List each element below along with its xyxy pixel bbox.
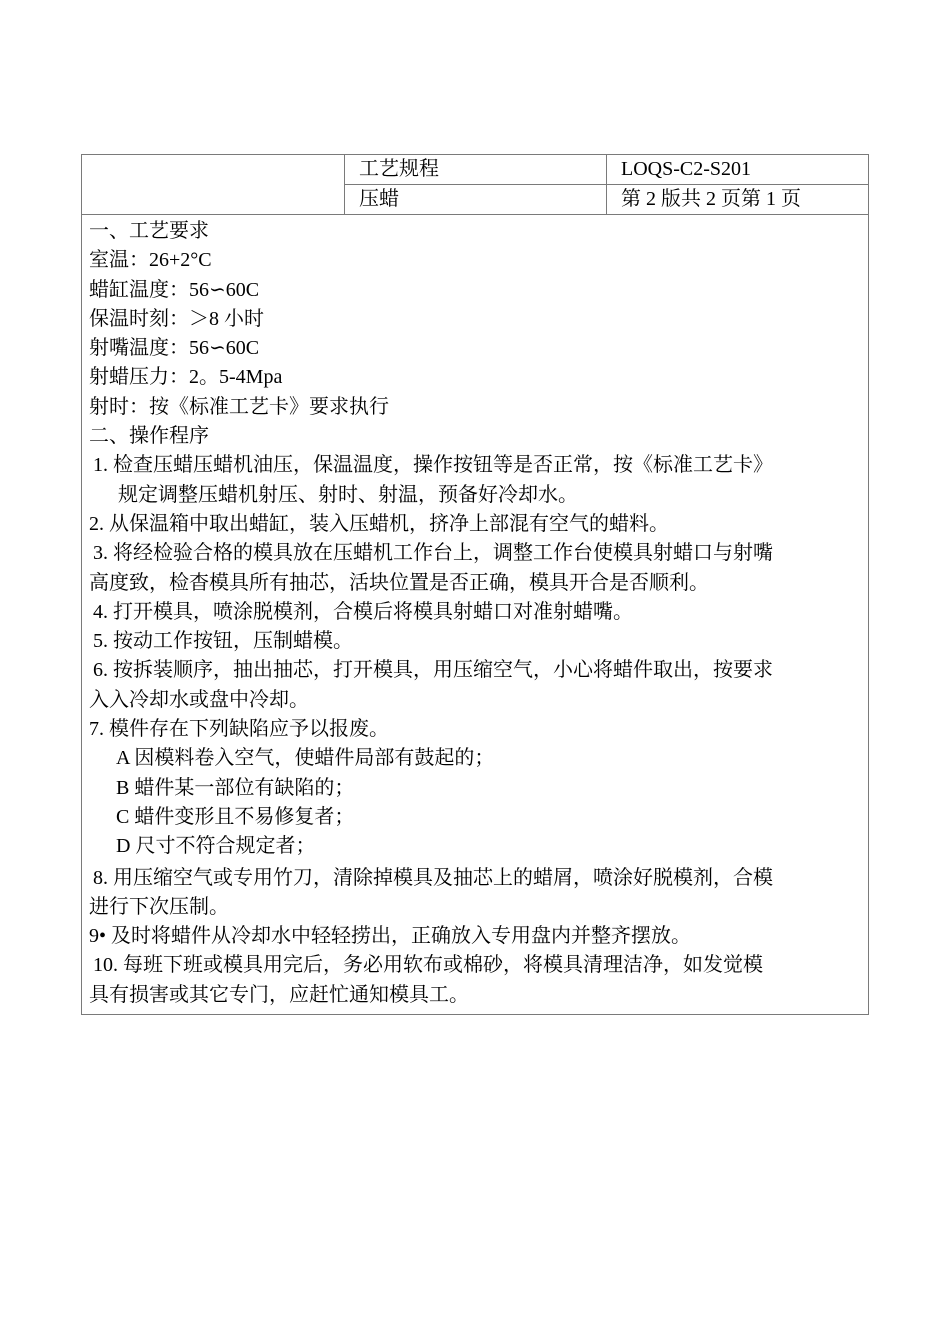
doc-body bbox=[82, 215, 869, 1015]
doc-code: LOQS-C2-S201 bbox=[607, 155, 869, 185]
req-hold-time: 保温时刻：＞8 小时 bbox=[89, 307, 264, 330]
header-blank-cell bbox=[82, 155, 345, 215]
step-7: 7. 模件存在下列缺陷应予以报废。 bbox=[89, 718, 389, 741]
process-spec-table bbox=[81, 154, 869, 1015]
step-10-line-1: 10. 每班下班或模具用完后，务必用软布或棉砂，将模具清理洁净，如发觉模 bbox=[93, 954, 763, 977]
doc-subject: 压蜡 bbox=[345, 185, 607, 215]
step-2: 2. 从保温箱中取出蜡缸，装入压蜡机，挤净上部混有空气的蜡料。 bbox=[89, 512, 669, 535]
doc-title: 工艺规程 bbox=[345, 155, 607, 185]
defect-d: D 尺寸不符合规定者； bbox=[116, 835, 316, 858]
step-8-line-2: 进行下次压制。 bbox=[89, 895, 229, 918]
req-injection-pressure: 射蜡压力：2。5-4Mpa bbox=[89, 366, 283, 389]
req-nozzle-temp: 射嘴温度：56∽60C bbox=[89, 337, 260, 360]
req-cylinder-temp: 蜡缸温度：56∽60C bbox=[89, 278, 260, 301]
step-8-line-1: 8. 用压缩空气或专用竹刀，清除掉模具及抽芯上的蜡屑，喷涂好脱模剂，合模 bbox=[93, 866, 773, 889]
req-injection-time: 射时：按《标准工艺卡》要求执行 bbox=[89, 395, 389, 418]
procedure-heading: 二、操作程序 bbox=[89, 425, 209, 448]
requirements-heading: 一、工艺要求 bbox=[89, 220, 209, 242]
req-room-temp: 室温：26+2°C bbox=[89, 249, 212, 272]
step-4: 4. 打开模具，喷涂脱模剂，合模后将模具射蜡口对准射蜡嘴。 bbox=[93, 600, 633, 623]
step-3-line-2: 高度致，检杳模具所有抽芯，活块位置是否正确，模具开合是否顺利。 bbox=[89, 571, 709, 594]
defect-c: C 蜡件变形且不易修复者； bbox=[116, 805, 355, 828]
step-1-line-1: 1. 检查压蜡压蜡机油压，保温温度，操作按钮等是否正常，按《标准工艺卡》 bbox=[93, 454, 773, 477]
defect-a: A 因模料卷入空气，使蜡件局部有鼓起的； bbox=[116, 747, 495, 770]
step-5: 5. 按动工作按钮，压制蜡模。 bbox=[93, 630, 353, 653]
step-3-line-1: 3. 将经检验合格的模具放在压蜡机工作台上，调整工作台使模具射蜡口与射嘴 bbox=[93, 542, 773, 565]
step-6-line-1: 6. 按拆装顺序，抽出抽芯，打开模具，用压缩空气，小心将蜡件取出，按要求 bbox=[93, 659, 773, 682]
defect-b: B 蜡件某一部位有缺陷的； bbox=[116, 776, 355, 799]
step-1-line-2: 规定调整压蜡机射压、射时、射温，预备好冷却水。 bbox=[118, 483, 578, 506]
step-9: 9• 及时将蜡件从冷却水中轻轻捞出，正确放入专用盘内并整齐摆放。 bbox=[89, 925, 692, 948]
step-10-line-2: 具有损害或其它专门，应赶忙通知模具工。 bbox=[89, 983, 469, 1006]
doc-version: 第 2 版共 2 页第 1 页 bbox=[607, 185, 869, 215]
step-6-line-2: 入入冷却水或盘中冷却。 bbox=[89, 688, 309, 711]
